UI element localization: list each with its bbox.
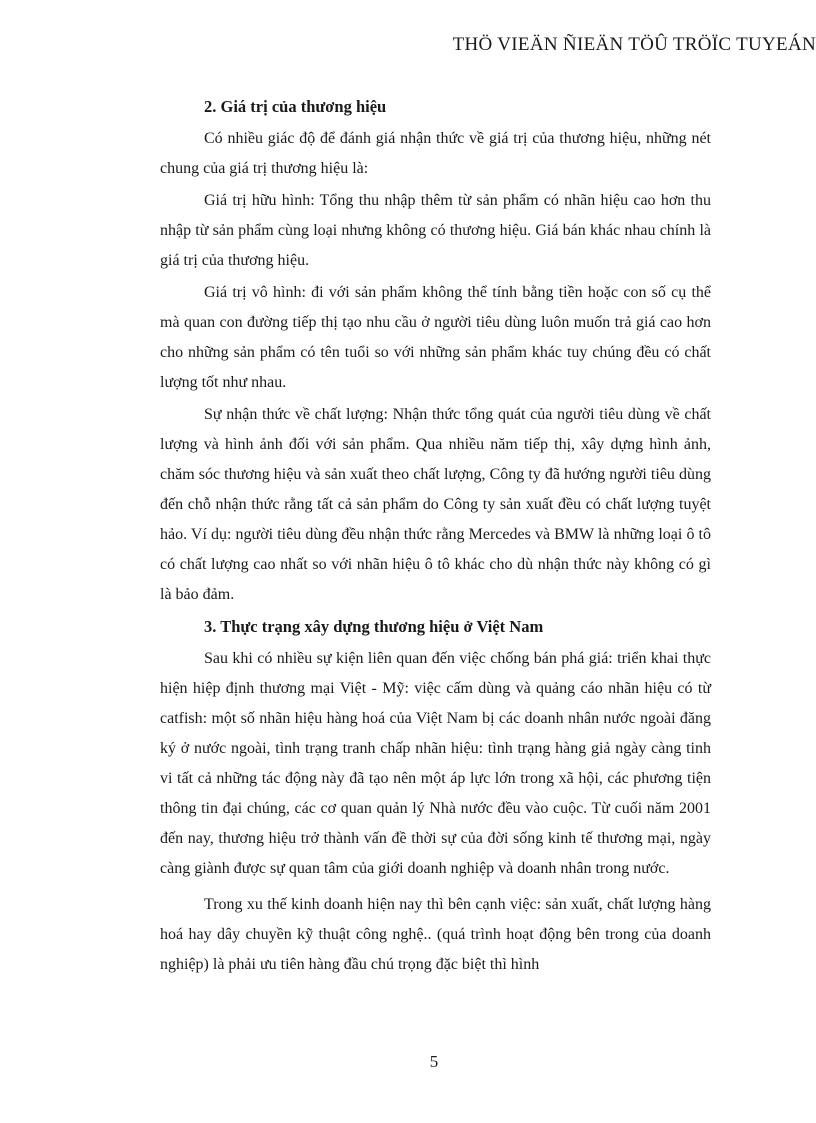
document-body (160, 92, 711, 982)
paragraph: Sau khi có nhiều sự kiện liên quan đến việc chống bán phá giá: triển khai thực hiện hiệp định thương mại Việt - Mỹ: việc cấm dùng và quảng cáo nhãn hiệu có từ catfish: một số nhãn hiệu hàng hoá của Việt Nam bị các doanh nhân nước ngoài đăng ký ở nước ngoài, tình trạng tranh chấp nhãn hiệu: tình trạng hàng giả ngày càng tinh vi tất cả những tác động này đã tạo nên một áp lực lớn trong xã hội, các phương tiện thông tin đại chúng, các cơ quan quản lý Nhà nước đều vào cuộc. Từ cuối năm 2001 đến nay, thương hiệu trở thành vấn đề thời sự của đời sống kinh tế thương mại, ngày càng giành được sự quan tâm của giới doanh nghiệp và doanh nhân trong nước. (160, 650, 711, 877)
paragraph: Giá trị vô hình: đi với sản phẩm không thể tính bằng tiền hoặc con số cụ thể mà quan con đường tiếp thị tạo nhu cầu ở người tiêu dùng luôn muốn trả giá cao hơn cho những sản phẩm có tên tuổi so với những sản phẩm khác tuy chúng đều có chất lượng tốt như nhau. (160, 284, 711, 391)
paragraph: Có nhiều giác độ để đánh giá nhận thức về giá trị của thương hiệu, những nét chung của giá trị thương hiệu là: (160, 130, 711, 177)
section-heading: 3. Thực trạng xây dựng thương hiệu ở Việt Nam (204, 617, 544, 636)
paragraph: Trong xu thế kinh doanh hiện nay thì bên cạnh việc: sản xuất, chất lượng hàng hoá hay dây chuyền kỹ thuật công nghệ.. (quá trình hoạt động bên trong của doanh nghiệp) là phải ưu tiên hàng đầu chú trọng đặc biệt thì hình (160, 896, 711, 973)
page-header: THÖ VIEÄN ÑIEÄN TÖÛ TRÖÏC TUYEÁN (452, 34, 816, 55)
page-number: 5 (429, 1052, 439, 1071)
paragraph: Sự nhận thức về chất lượng: Nhận thức tổng quát của người tiêu dùng về chất lượng và hình ảnh đối với sản phẩm. Qua nhiều năm tiếp thị, xây dựng hình ảnh, chăm sóc thương hiệu và sản xuất theo chất lượng, Công ty đã hướng người tiêu dùng đến chỗ nhận thức rằng tất cả sản phẩm do Công ty sản xuất đều có chất lượng tuyệt hảo. Ví dụ: người tiêu dùng đều nhận thức rằng Mercedes và BMW là những loại ô tô có chất lượng cao nhất so với nhãn hiệu ô tô khác cho dù nhận thức này không có gì là bảo đảm. (160, 406, 711, 603)
section-heading: 2. Giá trị của thương hiệu (204, 97, 387, 116)
paragraph: Giá trị hữu hình: Tổng thu nhập thêm từ sản phẩm có nhãn hiệu cao hơn thu nhập từ sản phẩm cùng loại nhưng không có thương hiệu. Giá bán khác nhau chính là giá trị của thương hiệu. (160, 192, 711, 269)
